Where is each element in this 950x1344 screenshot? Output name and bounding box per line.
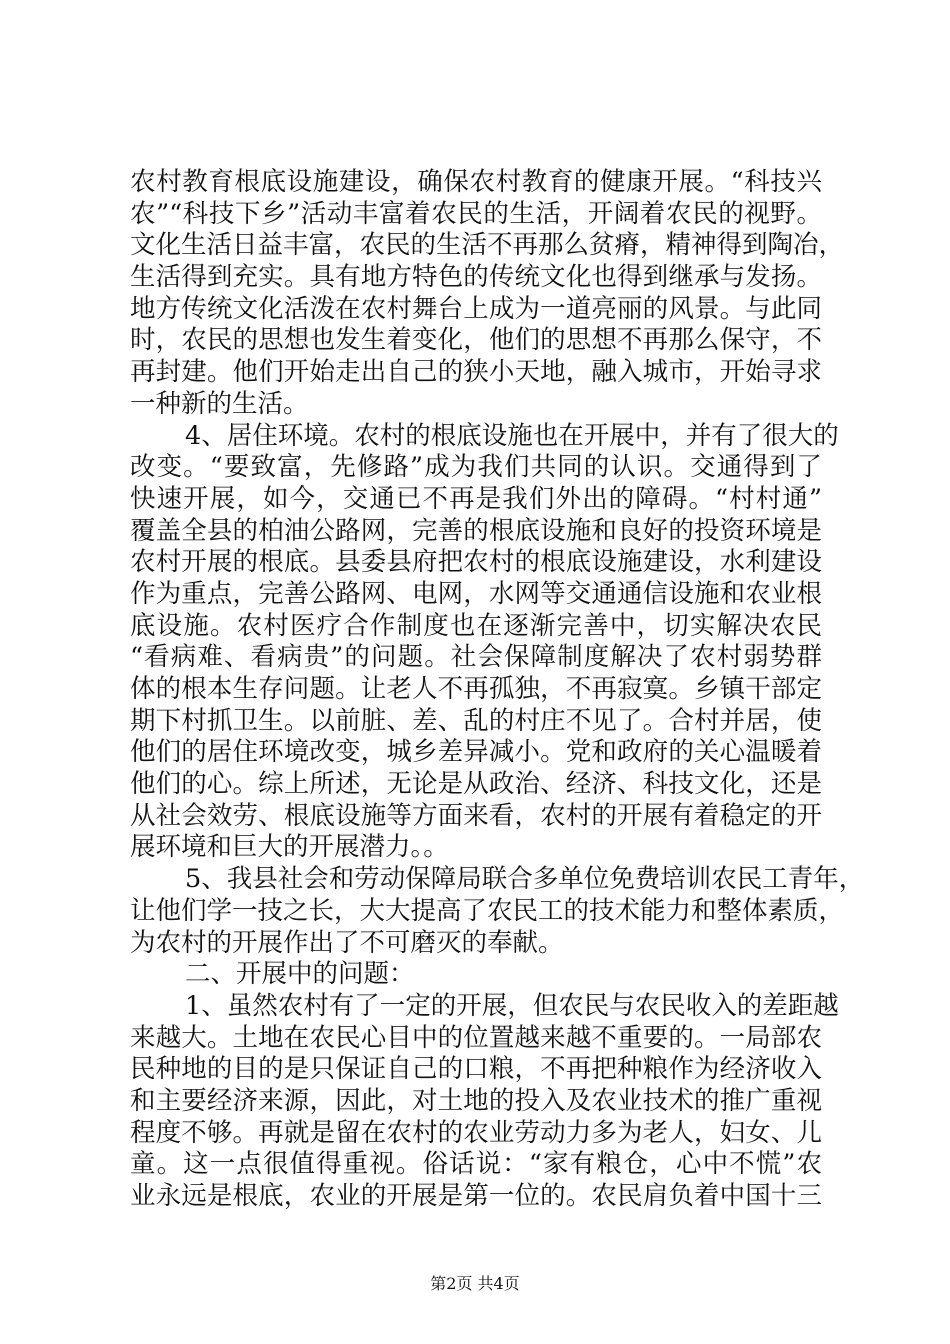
text-line: “看病难、看病贵”的问题。社会保障制度解决了农村弱势群 (130, 642, 822, 673)
text-line: 再封建。他们开始走出自己的狭小天地，融入城市，开始寻求 (130, 357, 822, 388)
text-line: 底设施。农村医疗合作制度也在逐渐完善中，切实解决农民 (130, 610, 822, 641)
text-line: 和主要经济来源，因此，对土地的投入及农业技术的推广重视 (130, 1085, 822, 1116)
text-line: 民种地的目的是只保证自己的口粮，不再把种粮作为经济收入 (130, 1054, 822, 1085)
text-line: 从社会效劳、根底设施等方面来看，农村的开展有着稳定的开 (130, 800, 822, 831)
text-line: 来越大。土地在农民心目中的位置越来越不重要的。一局部农 (130, 1022, 822, 1053)
text-line: 他们的居住环境改变，城乡差异减小。党和政府的关心温暖着 (130, 737, 822, 768)
text-line: 期下村抓卫生。以前脏、差、乱的村庄不见了。合村并居，使 (130, 705, 822, 736)
text-line: 童。这一点很值得重视。俗话说：“家有粮仓，心中不慌”农 (130, 1149, 822, 1180)
text-line: 二、开展中的问题： (185, 959, 415, 990)
text-line: 农”“科技下乡”活动丰富着农民的生活，开阔着农民的视野。 (130, 198, 822, 229)
text-line: 5、我县社会和劳动保障局联合多单位免费培训农民工青年， (185, 864, 865, 895)
text-line: 地方传统文化活泼在农村舞台上成为一道亮丽的风景。与此同 (130, 293, 822, 324)
text-line: 生活得到充实。具有地方特色的传统文化也得到继承与发扬。 (130, 262, 822, 293)
text-line: 展环境和巨大的开展潜力。。 (130, 832, 449, 863)
text-line: 他们的心。综上所述，无论是从政治、经济、科技文化，还是 (130, 769, 822, 800)
text-line: 文化生活日益丰富，农民的生活不再那么贫瘠，精神得到陶冶， (130, 230, 845, 261)
text-line: 快速开展，如今，交通已不再是我们外出的障碍。“村村通” (130, 483, 822, 514)
text-line: 让他们学一技之长，大大提高了农民工的技术能力和整体素质， (130, 895, 845, 926)
text-line: 为农村的开展作出了不可磨灭的奉献。 (130, 927, 564, 958)
text-line: 体的根本生存问题。让老人不再孤独，不再寂寞。乡镇干部定 (130, 674, 822, 704)
page-footer: 第2页 共4页 (430, 1274, 520, 1293)
text-line: 覆盖全县的柏油公路网，完善的根底设施和良好的投资环境是 (130, 515, 822, 546)
text-line: 改变。“要致富，先修路”成为我们共同的认识。交通得到了 (130, 452, 822, 483)
text-line: 农村开展的根底。县委县府把农村的根底设施建设，水利建设 (130, 547, 822, 578)
text-line: 1、虽然农村有了一定的开展，但农民与农民收入的差距越 (185, 990, 839, 1021)
text-line: 程度不够。再就是留在农村的农业劳动力多为老人，妇女、儿 (130, 1117, 822, 1148)
document-body (130, 167, 865, 1213)
text-line: 4、居住环境。农村的根底设施也在开展中，并有了很大的 (185, 420, 839, 451)
text-line: 时，农民的思想也发生着变化，他们的思想不再那么保守，不 (130, 325, 822, 356)
text-line: 业永远是根底，农业的开展是第一位的。农民肩负着中国十三 (130, 1181, 822, 1211)
text-line: 作为重点，完善公路网、电网，水网等交通通信设施和农业根 (130, 578, 822, 609)
text-line: 一种新的生活。 (130, 388, 309, 419)
text-line: 农村教育根底设施建设，确保农村教育的健康开展。“科技兴 (130, 167, 822, 197)
